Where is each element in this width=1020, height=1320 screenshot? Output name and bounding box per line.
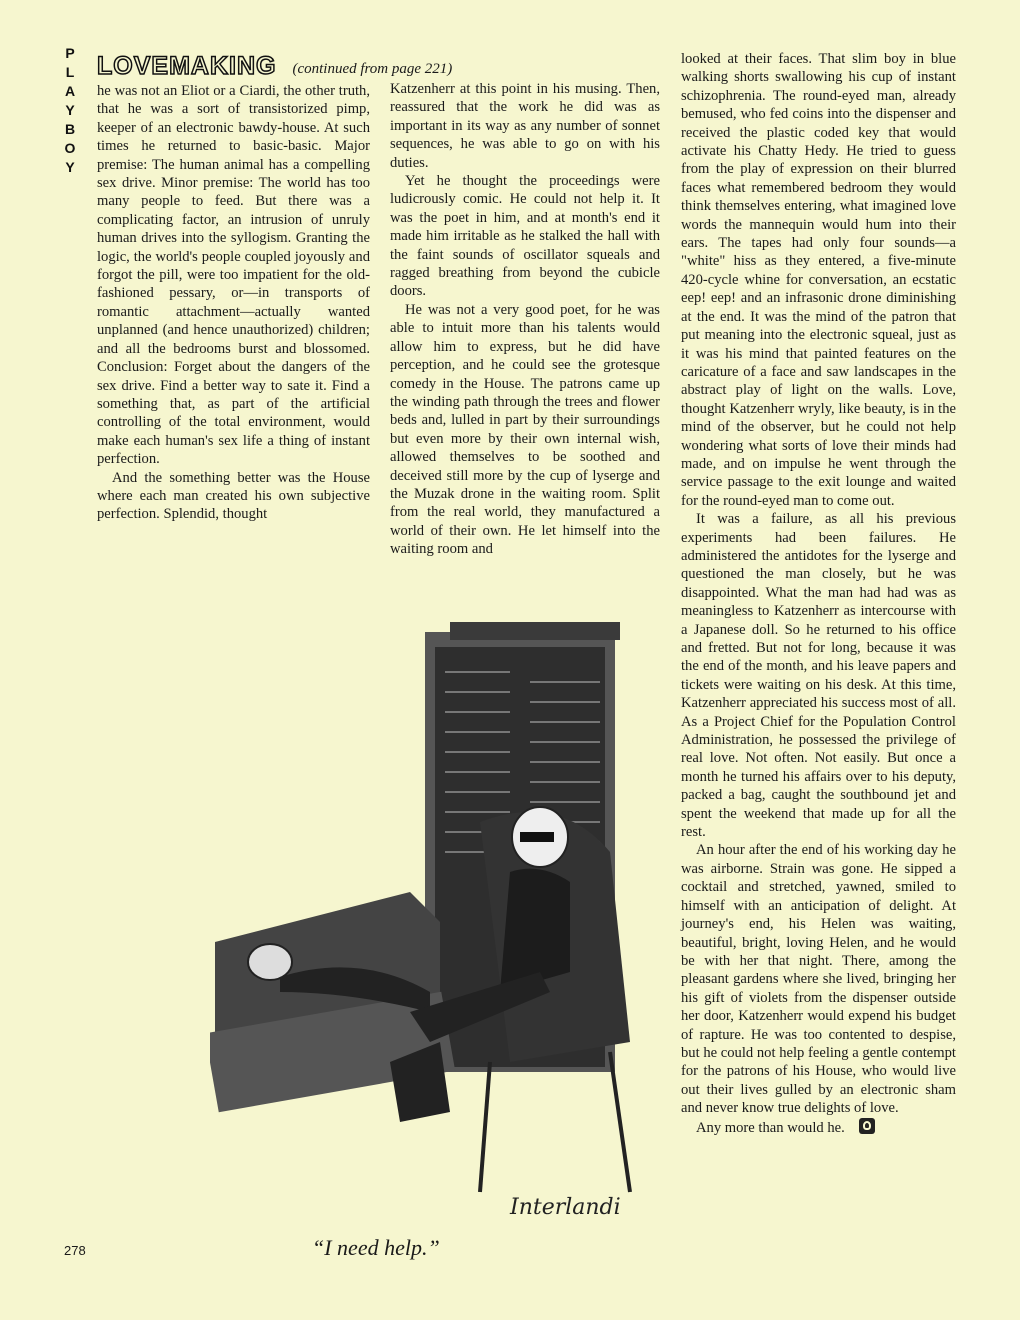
cartoon-illustration <box>210 592 670 1222</box>
paragraph: It was a failure, as all his previous experiments had been failures. He administered the antidotes for the lysergе and questioned the man closely, but he was disappointed. What the man had had was as meaningless to Katzenherr as intercourse with a Japanese doll. So he returned to his office and fretted. But not for long, because it was the end of the month, and his leave papers and tickets were waiting on his desk. At this time, Katzenherr appreciated his success most of all. As a Project Chief for the Population Control Administration, he possessed the privilege of real love. Not often. Not easily. But once a month he turned his affairs over to his deputy, packed a bag, caught the southbound jet and spent the weekend that made up for all the rest. <box>681 511 956 841</box>
paragraph: An hour after the end of his working day he was airborne. Strain was gone. He sipped a cocktail and stretched, yawned, smiled to himself with an anticipation of delight. At journey's end, his Helen was waiting, beautiful, bright, loving Helen, and he would be with her that night. There, among the pleasant gardens where she lived, bringing her his gift of violets from the dispenser outside her door, Katzenherr would expend his budget of rapture. He was too contented to despise, but he could not help feeling a gentle contempt for the patrons of his House, who would live out their lives gulled by an electronic sham and never know true delights of love. <box>681 842 956 1117</box>
magazine-letter: O <box>64 140 76 156</box>
paragraph: He was not a very good poet, for he was able to intuit more than his talents would allow him to express, but he did have perception, and he could see the grotesque comedy in the House. The patrons came up the winding path through the trees and flower beds and, lulled in part by their surroundings but even more by their own internal wish, allowed themselves to be soothed and deceived still more by the cup of lysergе and the Muzak drone in the waiting room. Split from the real world, they manufactured a world of their own. He let himself into the waiting room and <box>390 301 660 558</box>
text-column-2 <box>390 80 660 559</box>
text-column-3 <box>681 50 956 1137</box>
magazine-letter: P <box>65 45 75 61</box>
paragraph: And the something better was the House where each man created his own subjective perfection. Splendid, thought <box>97 469 370 523</box>
cartoon-signature: Interlandi <box>510 1195 621 1220</box>
magazine-letter: L <box>65 64 75 80</box>
article-keyword: LOVEMAKING <box>97 52 277 80</box>
magazine-letter: Y <box>65 102 75 118</box>
magazine-letter: Y <box>65 159 75 175</box>
text-column-1 <box>97 82 370 524</box>
magazine-letter: A <box>64 83 76 99</box>
paragraph: looked at their faces. That slim boy in blue walking shorts swallowing his cup of instant schizophrenia. The round-eyed man, already bemused, who fed coins into the dispenser and received the plastic coded key that would activate his Chatty Hedy. He tried to guess from the play of expression on their blurred faces what remembered bedroom they would think themselves entering, what imagined love words the mannequin would hum into their ears. The tapes had only four sounds—a "white" hiss as they entered, a five-minute 420-cycle whine for conversation, an ecstatic eep! eep! and an infrasonic drone diminishing at the end. It was the mind of the patron that put meaning into the electronic squeal, just as it was his mind that painted features on the caricature of a face and saw landscapes in the abstract play of light on the walls. Love, thought Katzenherr wryly, like beauty, is in the mind of the observer, but he could not help wondering what sorts of love their minds had made, and on impulse he went through the service passage to the exit lounge and waited for the round-eyed man to come out. <box>681 51 956 509</box>
paragraph: Any more than would he. <box>681 1118 956 1137</box>
paragraph: Yet he thought the proceedings were ludicrously comic. He could not help it. It was the poet in him, and at month's end it made him irritable as he stalked the hall with the faint sounds of oscillator squeals and ragged breathing from beyond the cubicle doors. <box>390 173 660 300</box>
page-number: 278 <box>64 1243 86 1258</box>
playboy-rabbit-icon <box>859 1118 875 1134</box>
magazine-letter: B <box>64 121 76 137</box>
article-heading <box>97 50 452 80</box>
paragraph: Katzenherr at this point in his musing. Then, reassured that the work he did was as important in its way as any number of sonnet sequences, he was able to go on with his duties. <box>390 81 660 171</box>
continued-note: (continued from page 221) <box>292 61 453 77</box>
magazine-vertical-title <box>58 44 82 177</box>
cartoon-caption: “I need help.” <box>312 1235 440 1260</box>
paragraph: he was not an Eliot or a Ciardi, the other truth, that he was a sort of transistorized pimp, keeper of an electronic bawdy-house. At such times he returned to basic-basic. Major premise: The human animal has a compelling sex drive. Minor premise: The world has too many people to feed. But there was a complicating factor, an intrusion of unruly human drives into the syllogism. Granting the logic, the world's people coupled joyously and forgot the pill, were too impatient for the old-fashioned pessary, or—in transports of romantic attachment—actually wanted unplanned (and hence unauthorized) children; and all the bedrooms burst and blossomed. Conclusion: Forget about the dangers of the sex drive. Find a better way to sate it. Find a something that, as part of the artificial controlling of the total environment, would make each human's sex life a thing of instant perfection. <box>97 83 370 468</box>
